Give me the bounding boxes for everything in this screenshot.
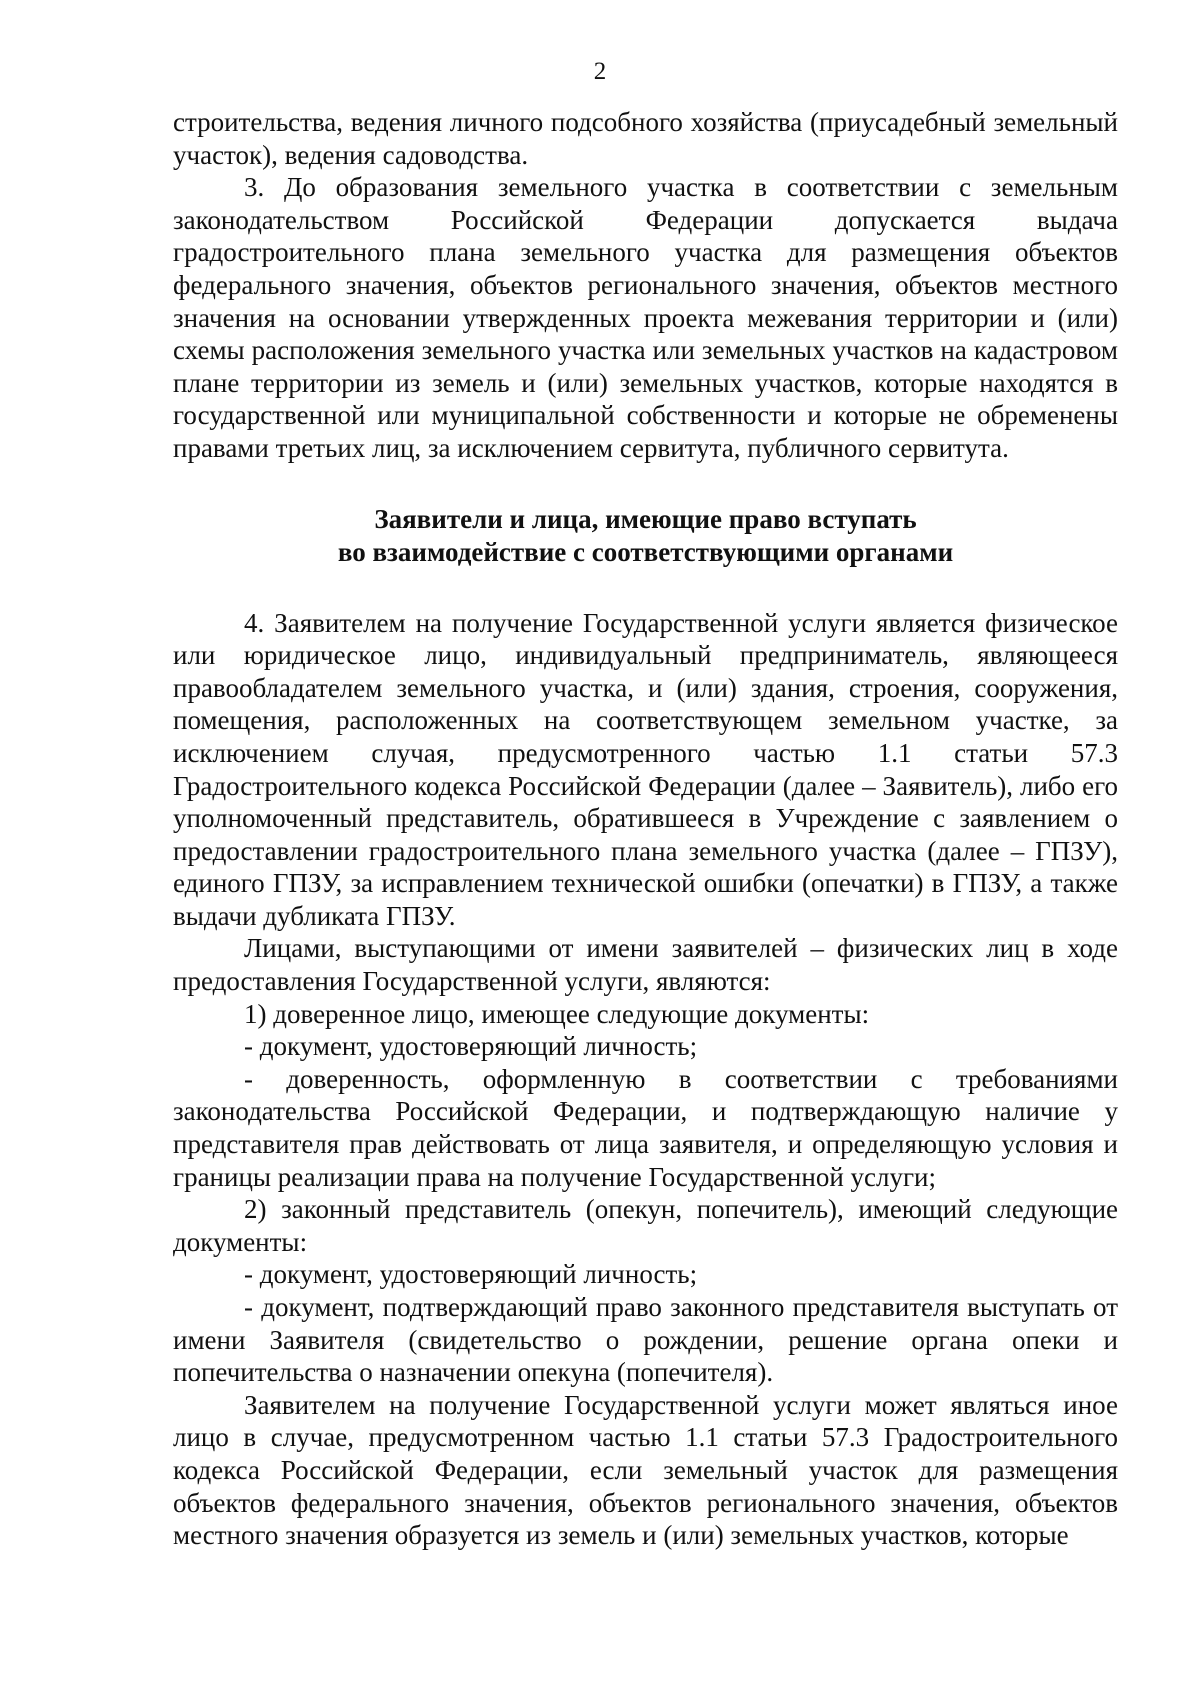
section-heading-line-1: Заявители и лица, имеющие право вступать xyxy=(374,503,917,534)
section-heading-line-2: во взаимодействие с соответствующими органами xyxy=(337,536,954,567)
paragraph-representatives: Лицами, выступающими от имени заявителей – физических лиц в ходе предоставления Государственной услуги, являются: xyxy=(173,933,1118,997)
paragraph-item-3: 3. До образования земельного участка в соответствии с земельным законодательством Российской Федерации допускается выдача градостроительного плана земельного участка для размещения объектов федерального значения, объектов регионального значения, объектов местного значения на основании утвержденных проекта межевания территории и (или) схемы расположения земельного участка или земельных участков на кадастровом плане территории из земель и (или) земельных участков, которые находятся в государственной или муниципальной собственности и которые не обременены правами третьих лиц, за исключением сервитута, публичного сервитута. xyxy=(173,172,1118,463)
paragraph-item-4: 4. Заявителем на получение Государственной услуги является физическое или юридическое лицо, индивидуальный предприниматель, являющееся правообладателем земельного участка, и (или) здания, строения, сооружения, помещения, расположенных на соответствующем земельном участке, за исключением случая, предусмотренного частью 1.1 статьи 57.3 Градостроительного кодекса Российской Федерации (далее – Заявитель), либо его уполномоченный представитель, обратившееся в Учреждение с заявлением о предоставлении градостроительного плана земельного участка (далее – ГПЗУ), единого ГПЗУ, за исправлением технической ошибки (опечатки) в ГПЗУ, а также выдачи дубликата ГПЗУ. xyxy=(173,607,1118,931)
paragraph-continuation: строительства, ведения личного подсобного хозяйства (приусадебный земельный участок), ведения садоводства. xyxy=(173,107,1118,170)
list-item-identity-document-2: - документ, удостоверяющий личность; xyxy=(244,1259,698,1290)
list-item-legal-representative: 2) законный представитель (опекун, попечитель), имеющий следующие документы: xyxy=(173,1194,1118,1257)
document-body xyxy=(173,106,1118,1552)
list-item-trustee: 1) доверенное лицо, имеющее следующие документы: xyxy=(244,998,870,1029)
list-item-power-of-attorney: - доверенность, оформленную в соответствии с требованиями законодательства Российской Федерации, и подтверждающую наличие у представителя прав действовать от лица заявителя, и определяющую условия и границы реализации права на получение Государственной услуги; xyxy=(173,1063,1118,1192)
page-number: 2 xyxy=(593,58,607,85)
list-item-representation-proof: - документ, подтверждающий право законного представителя выступать от имени Заявителя (свидетельство о рождении, решение органа опеки и попечительства о назначении опекуна (попечителя). xyxy=(173,1292,1118,1388)
list-item-identity-document: - документ, удостоверяющий личность; xyxy=(244,1031,698,1062)
section-heading xyxy=(173,503,1118,569)
paragraph-other-applicant: Заявителем на получение Государственной услуги может являться иное лицо в случае, предусмотренном частью 1.1 статьи 57.3 Градостроительного кодекса Российской Федерации, если земельный участок для размещения объектов федерального значения, объектов регионального значения, объектов местного значения образуется из земель и (или) земельных участков, которые xyxy=(173,1389,1118,1551)
